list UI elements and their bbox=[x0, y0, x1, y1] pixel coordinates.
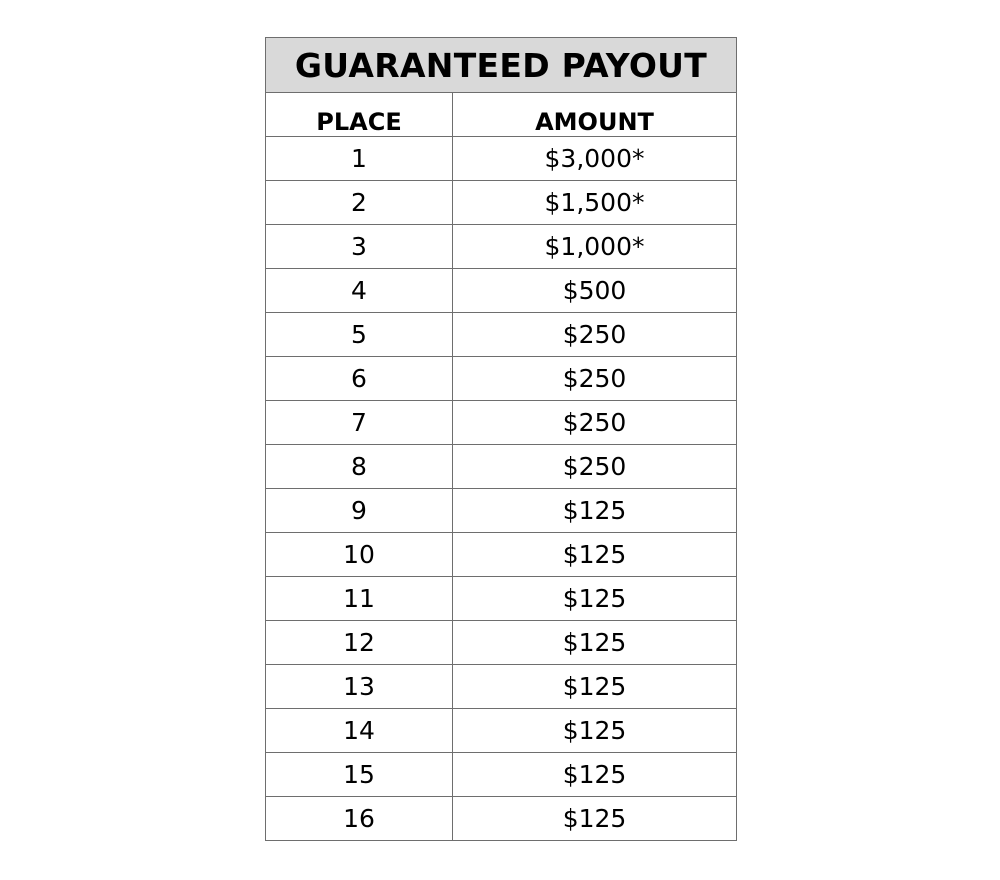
table-row bbox=[266, 445, 737, 489]
amount-cell: $500 bbox=[453, 269, 737, 313]
amount-column-header: AMOUNT bbox=[453, 93, 737, 137]
place-cell: 12 bbox=[266, 621, 453, 665]
amount-cell: $125 bbox=[453, 709, 737, 753]
table-row bbox=[266, 313, 737, 357]
amount-cell: $250 bbox=[453, 445, 737, 489]
place-cell: 3 bbox=[266, 225, 453, 269]
place-cell: 15 bbox=[266, 753, 453, 797]
place-cell: 2 bbox=[266, 181, 453, 225]
place-cell: 7 bbox=[266, 401, 453, 445]
place-cell: 14 bbox=[266, 709, 453, 753]
place-cell: 6 bbox=[266, 357, 453, 401]
table-row bbox=[266, 269, 737, 313]
table-row bbox=[266, 665, 737, 709]
table-row bbox=[266, 357, 737, 401]
table-row bbox=[266, 225, 737, 269]
amount-cell: $3,000* bbox=[453, 137, 737, 181]
table-row bbox=[266, 401, 737, 445]
amount-cell: $125 bbox=[453, 665, 737, 709]
place-cell: 16 bbox=[266, 797, 453, 841]
amount-cell: $1,500* bbox=[453, 181, 737, 225]
amount-cell: $250 bbox=[453, 357, 737, 401]
table-row bbox=[266, 533, 737, 577]
header-row bbox=[266, 93, 737, 137]
table-row bbox=[266, 181, 737, 225]
table-row bbox=[266, 709, 737, 753]
amount-cell: $250 bbox=[453, 401, 737, 445]
place-cell: 4 bbox=[266, 269, 453, 313]
table-row bbox=[266, 797, 737, 841]
table-row bbox=[266, 489, 737, 533]
table-row bbox=[266, 753, 737, 797]
place-cell: 10 bbox=[266, 533, 453, 577]
place-cell: 13 bbox=[266, 665, 453, 709]
amount-cell: $125 bbox=[453, 577, 737, 621]
place-cell: 8 bbox=[266, 445, 453, 489]
table-row bbox=[266, 137, 737, 181]
place-column-header: PLACE bbox=[266, 93, 453, 137]
payout-table bbox=[265, 37, 737, 841]
title-row bbox=[266, 38, 737, 93]
amount-cell: $125 bbox=[453, 797, 737, 841]
place-cell: 11 bbox=[266, 577, 453, 621]
amount-cell: $1,000* bbox=[453, 225, 737, 269]
place-cell: 5 bbox=[266, 313, 453, 357]
place-cell: 1 bbox=[266, 137, 453, 181]
amount-cell: $125 bbox=[453, 753, 737, 797]
amount-cell: $125 bbox=[453, 533, 737, 577]
amount-cell: $125 bbox=[453, 489, 737, 533]
amount-cell: $250 bbox=[453, 313, 737, 357]
payout-rows bbox=[266, 137, 737, 841]
amount-cell: $125 bbox=[453, 621, 737, 665]
table-title: GUARANTEED PAYOUT bbox=[266, 38, 737, 93]
table-row bbox=[266, 621, 737, 665]
place-cell: 9 bbox=[266, 489, 453, 533]
table-row bbox=[266, 577, 737, 621]
